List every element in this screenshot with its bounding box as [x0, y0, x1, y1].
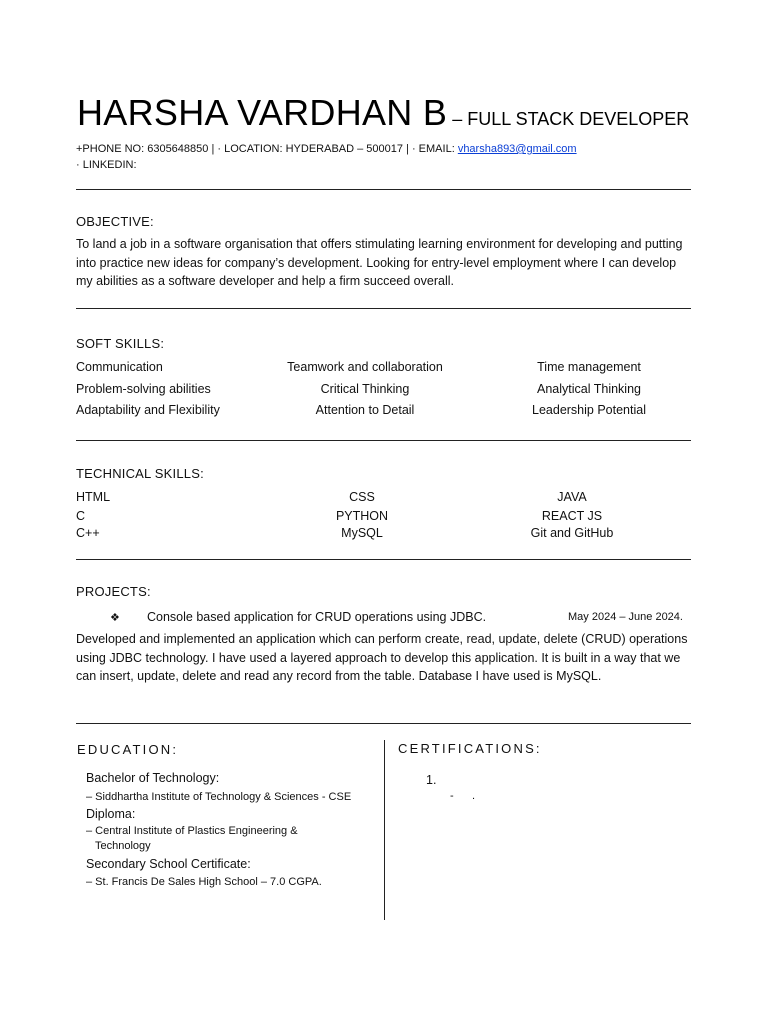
role-title: – FULL STACK DEVELOPER	[447, 109, 690, 129]
tech-skill-item: JAVA	[557, 490, 587, 504]
candidate-name	[77, 92, 689, 134]
divider	[76, 559, 691, 560]
certification-sub-text: .	[472, 790, 476, 802]
soft-skill-item: Attention to Detail	[315, 403, 415, 417]
tech-skill-item: C	[76, 509, 86, 523]
soft-skill-item: Analytical Thinking	[537, 382, 641, 396]
name-text: HARSHA VARDHAN B	[77, 92, 448, 133]
column-divider	[384, 740, 385, 920]
tech-skill-item: MySQL	[341, 526, 383, 540]
email-link[interactable]: vharsha893@gmail.com	[457, 143, 577, 155]
tech-skill-item: PYTHON	[335, 509, 389, 523]
contact-line	[76, 143, 577, 155]
divider	[76, 723, 691, 724]
tech-skill-item: CSS	[349, 490, 375, 504]
divider	[76, 308, 691, 309]
soft-skills-heading: SOFT SKILLS:	[76, 336, 165, 351]
certification-sub-bullet: -	[450, 790, 454, 802]
soft-skill-item: Time management	[537, 360, 641, 374]
degree-btech: Bachelor of Technology:	[86, 771, 220, 785]
divider	[76, 440, 691, 441]
objective-text: To land a job in a software organisation that offers stimulating learning environment for developing and putting into practice new ideas for company’s development. Looking for entry-level employment where I can develop my abilities as a software developer and help a firm succeed overall.	[76, 237, 683, 288]
degree-diploma: Diploma:	[86, 807, 136, 821]
project-description: Developed and implemented an application which can perform create, read, update, delete (CRUD) operations using JDBC technology. I have used a layered approach to develop this application. It is built in a way that we can insert, update, delete and read any record from the table. Database I have used is MySQL.	[76, 632, 688, 683]
diamond-bullet-icon: ❖	[110, 612, 120, 624]
soft-skill-item: Leadership Potential	[532, 403, 646, 417]
contact-details: +PHONE NO: 6305648850 | · LOCATION: HYDERABAD – 500017 | · EMAIL:	[76, 143, 458, 155]
technical-skills-heading: TECHNICAL SKILLS:	[76, 466, 204, 481]
tech-skill-item: C++	[76, 526, 100, 540]
school-diploma: – Central Institute of Plastics Engineering &	[86, 825, 298, 837]
certifications-heading: CERTIFICATIONS:	[398, 741, 542, 756]
tech-skill-item: Git and GitHub	[530, 526, 614, 540]
divider	[76, 189, 691, 190]
school-ssc: – St. Francis De Sales High School – 7.0 CGPA.	[86, 876, 322, 888]
school-diploma-cont: Technology	[95, 840, 151, 852]
degree-ssc: Secondary School Certificate:	[86, 857, 251, 871]
certification-item-number: 1.	[426, 773, 437, 787]
tech-skill-item: HTML	[76, 490, 111, 504]
school-btech: – Siddhartha Institute of Technology & Sciences - CSE	[86, 791, 352, 803]
project-title: Console based application for CRUD operations using JDBC.	[147, 610, 487, 624]
soft-skill-item: Adaptability and Flexibility	[76, 403, 220, 417]
soft-skill-item: Teamwork and collaboration	[287, 360, 443, 374]
soft-skill-item: Communication	[76, 360, 163, 374]
education-heading: EDUCATION:	[77, 742, 179, 757]
project-date: May 2024 – June 2024.	[568, 611, 683, 623]
projects-heading: PROJECTS:	[76, 584, 151, 599]
objective-heading: OBJECTIVE:	[76, 214, 154, 229]
tech-skill-item: REACT JS	[541, 509, 603, 523]
linkedin-line: · LINKEDIN:	[76, 159, 137, 171]
soft-skill-item: Problem-solving abilities	[76, 382, 211, 396]
soft-skill-item: Critical Thinking	[320, 382, 410, 396]
